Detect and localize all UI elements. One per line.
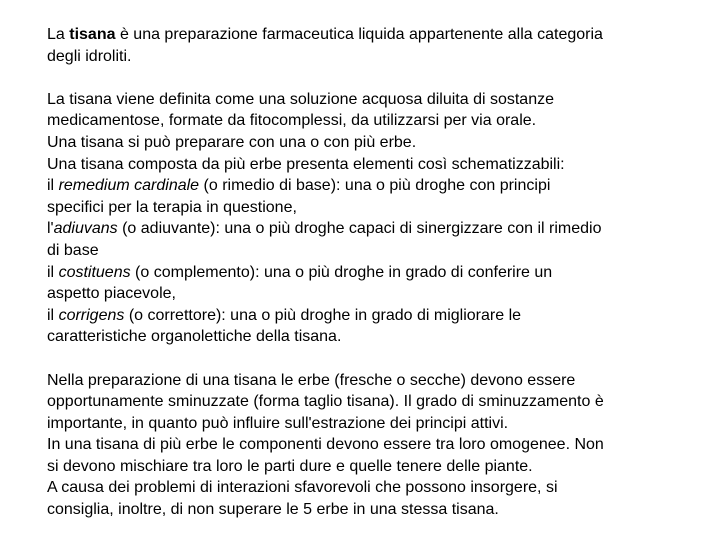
intro-prefix: La	[47, 26, 70, 43]
definition-line-3: Una tisana si può preparare con una o con più erbe.	[47, 133, 417, 151]
adiuvans-line	[47, 218, 687, 240]
remedium-text: (o rimedio di base): una o più droghe con principi	[199, 177, 551, 195]
preparation-line-2: opportunamente sminuzzate (forma taglio tisana). Il grado di sminuzzamento è	[47, 393, 604, 411]
costituens-prefix: il	[47, 263, 59, 281]
definition-line-4: Una tisana composta da più erbe presenta elementi così schematizzabili:	[47, 155, 565, 173]
adiuvans-term: adiuvans	[53, 220, 118, 238]
intro-paragraph	[47, 24, 687, 67]
remedium-prefix: il	[47, 177, 59, 195]
preparation-paragraph	[47, 370, 687, 521]
preparation-line-5: si devono mischiare tra loro le parti dure e quelle tenere delle piante.	[47, 457, 533, 475]
remedium-continuation: specifici per la terapia in questione,	[47, 198, 297, 216]
definition-paragraph	[47, 89, 687, 348]
adiuvans-prefix: l'	[47, 220, 54, 238]
corrigens-text: (o correttore): una o più droghe in grado di migliorare le	[124, 306, 522, 324]
definition-line-1: La tisana viene definita come una soluzione acquosa diluita di sostanze	[47, 90, 554, 108]
costituens-continuation: aspetto piacevole,	[47, 285, 176, 303]
tisana-term: tisana	[69, 26, 116, 43]
intro-line-1	[47, 24, 687, 46]
corrigens-term: corrigens	[58, 306, 125, 324]
preparation-line-6: A causa dei problemi di interazioni sfavorevoli che possono insorgere, si	[47, 479, 558, 497]
adiuvans-continuation: di base	[47, 241, 99, 259]
document-body	[47, 24, 687, 542]
definition-line-2: medicamentose, formate da fitocomplessi, da utilizzarsi per via orale.	[47, 112, 537, 130]
preparation-line-1: Nella preparazione di una tisana le erbe (fresche o secche) devono essere	[47, 371, 576, 389]
adiuvans-text: (o adiuvante): una o più droghe capaci di sinergizzare con il rimedio	[117, 220, 602, 238]
preparation-line-7: consiglia, inoltre, di non superare le 5 erbe in una stessa tisana.	[47, 501, 499, 519]
intro-line-2: degli idroliti.	[47, 47, 132, 65]
remedium-term: remedium cardinale	[58, 177, 200, 195]
costituens-term: costituens	[58, 263, 131, 281]
remedium-line	[47, 175, 687, 197]
costituens-line	[47, 262, 687, 284]
corrigens-line	[47, 305, 687, 327]
preparation-line-3: importante, in quanto può influire sull'estrazione dei principi attivi.	[47, 414, 509, 432]
costituens-text: (o complemento): una o più droghe in grado di conferire un	[130, 263, 553, 281]
corrigens-continuation: caratteristiche organolettiche della tisana.	[47, 328, 342, 346]
intro-line-1-text: è una preparazione farmaceutica liquida appartenente alla categoria	[115, 26, 603, 43]
corrigens-prefix: il	[47, 306, 59, 324]
preparation-line-4: In una tisana di più erbe le componenti devono essere tra loro omogenee. Non	[47, 436, 604, 454]
